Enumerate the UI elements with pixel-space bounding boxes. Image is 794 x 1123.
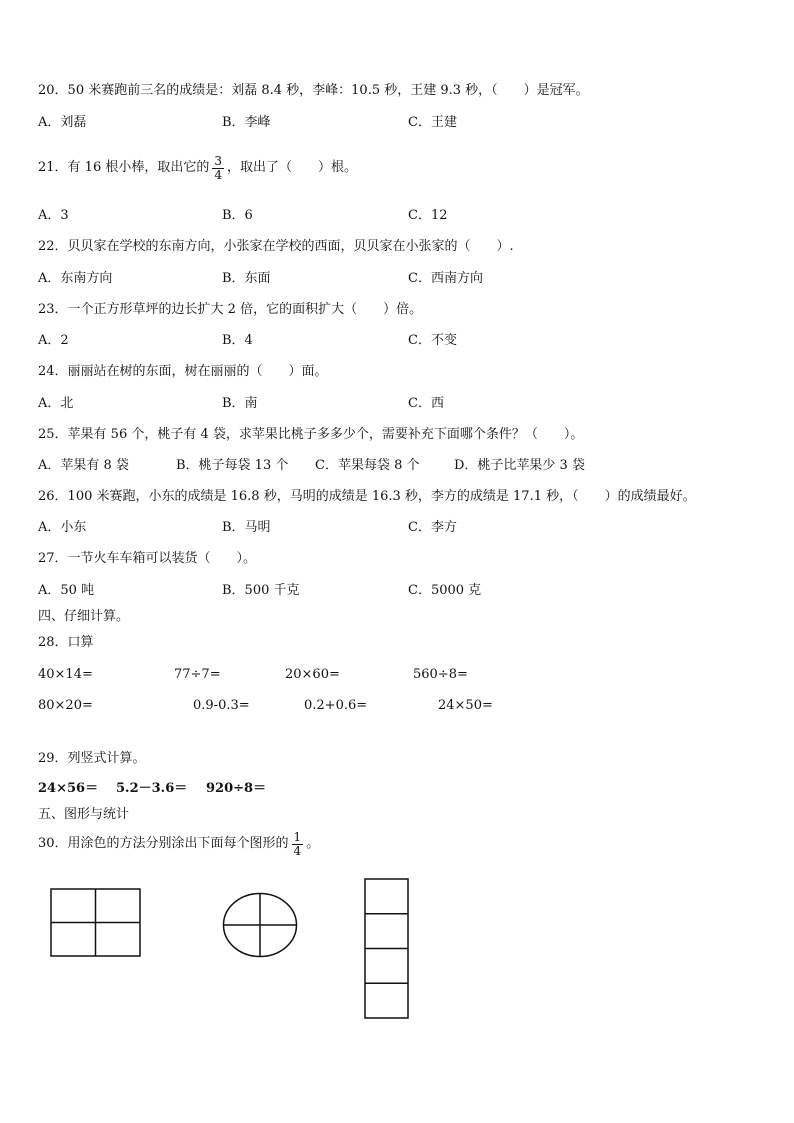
q25-option-b[interactable]: B．桃子每袋 13 个 — [176, 458, 289, 473]
q29-item: 24×56＝ — [38, 781, 99, 796]
q28-item: 77÷7= — [174, 667, 221, 682]
q22-option-b[interactable]: B．东面 — [222, 271, 271, 286]
q26-option-c[interactable]: C．李方 — [408, 520, 457, 535]
section-4-heading: 四、仔细计算。 — [38, 609, 130, 624]
q25-option-a[interactable]: A．苹果有 8 袋 — [38, 458, 129, 473]
question-30 — [38, 826, 319, 862]
q29-item: 920÷8＝ — [206, 781, 267, 796]
q30-text-pre: 30．用涂色的方法分别涂出下面每个图形的 — [38, 836, 289, 851]
question-28-title: 28．口算 — [38, 635, 94, 650]
q27-option-b[interactable]: B．500 千克 — [222, 583, 300, 598]
q24-option-b[interactable]: B．南 — [222, 396, 258, 411]
question-20: 20．50 米赛跑前三名的成绩是：刘磊 8.4 秒，李峰：10.5 秒，王建 9.3 秒，（ ）是冠军。 — [38, 83, 589, 98]
question-29-title: 29．列竖式计算。 — [38, 751, 146, 766]
q20-option-a[interactable]: A．刘磊 — [38, 115, 87, 130]
q26-option-a[interactable]: A．小东 — [38, 520, 87, 535]
q21-fraction — [212, 155, 224, 182]
q22-option-a[interactable]: A．东南方向 — [38, 271, 113, 286]
q22-option-c[interactable]: C．西南方向 — [408, 271, 483, 286]
vertical-strip-figure[interactable] — [364, 878, 410, 1020]
q28-item: 40×14= — [38, 667, 93, 682]
q29-item: 5.2－3.6＝ — [116, 781, 188, 796]
q25-option-c[interactable]: C．苹果每袋 8 个 — [315, 458, 420, 473]
q21-option-c[interactable]: C．12 — [408, 208, 448, 223]
q28-item: 20×60= — [285, 667, 340, 682]
q23-option-a[interactable]: A．2 — [38, 333, 69, 348]
q24-option-c[interactable]: C．西 — [408, 396, 444, 411]
q30-fraction-denominator: 4 — [293, 843, 302, 858]
q21-option-a[interactable]: A．3 — [38, 208, 69, 223]
rectangle-quartered-figure[interactable] — [50, 888, 142, 958]
q25-option-d[interactable]: D．桃子比苹果少 3 袋 — [454, 458, 585, 473]
q20-option-b[interactable]: B．李峰 — [222, 115, 271, 130]
q30-fraction-numerator: 1 — [293, 829, 302, 844]
q30-text-post: 。 — [306, 836, 320, 851]
q20-option-c[interactable]: C．王建 — [408, 115, 457, 130]
section-5-heading: 五、图形与统计 — [38, 807, 130, 822]
q21-text-post: ，取出了（ ）根。 — [227, 160, 358, 175]
q30-fraction — [292, 831, 304, 858]
q28-item: 24×50= — [438, 698, 493, 713]
circle-quartered-figure[interactable] — [222, 892, 298, 958]
q28-item: 0.9-0.3= — [193, 698, 250, 713]
q23-option-c[interactable]: C．不变 — [408, 333, 457, 348]
q24-option-a[interactable]: A．北 — [38, 396, 74, 411]
q26-option-b[interactable]: B．马明 — [222, 520, 271, 535]
question-21 — [38, 150, 357, 186]
question-22: 22．贝贝家在学校的东南方向，小张家在学校的西面，贝贝家在小张家的（ ）. — [38, 239, 514, 254]
question-27: 27．一节火车车箱可以装货（ ）。 — [38, 551, 257, 566]
q21-fraction-denominator: 4 — [214, 167, 222, 182]
q28-item: 0.2+0.6= — [304, 698, 368, 713]
q28-item: 560÷8= — [413, 667, 468, 682]
q21-option-b[interactable]: B．6 — [222, 208, 253, 223]
q27-option-a[interactable]: A．50 吨 — [38, 583, 95, 598]
q23-option-b[interactable]: B．4 — [222, 333, 253, 348]
question-24: 24．丽丽站在树的东面，树在丽丽的（ ）面。 — [38, 364, 328, 379]
q27-option-c[interactable]: C．5000 克 — [408, 583, 482, 598]
q21-text-pre: 21．有 16 根小棒，取出它的 — [38, 160, 210, 175]
question-25: 25．苹果有 56 个，桃子有 4 袋，求苹果比桃子多多少个，需要补充下面哪个条件？（ ）。 — [38, 427, 584, 442]
q28-item: 80×20= — [38, 698, 93, 713]
q21-fraction-numerator: 3 — [214, 153, 222, 168]
question-23: 23．一个正方形草坪的边长扩大 2 倍，它的面积扩大（ ）倍。 — [38, 302, 423, 317]
question-26: 26．100 米赛跑，小东的成绩是 16.8 秒，马明的成绩是 16.3 秒，李方的成绩是 17.1 秒，（ ）的成绩最好。 — [38, 489, 696, 504]
